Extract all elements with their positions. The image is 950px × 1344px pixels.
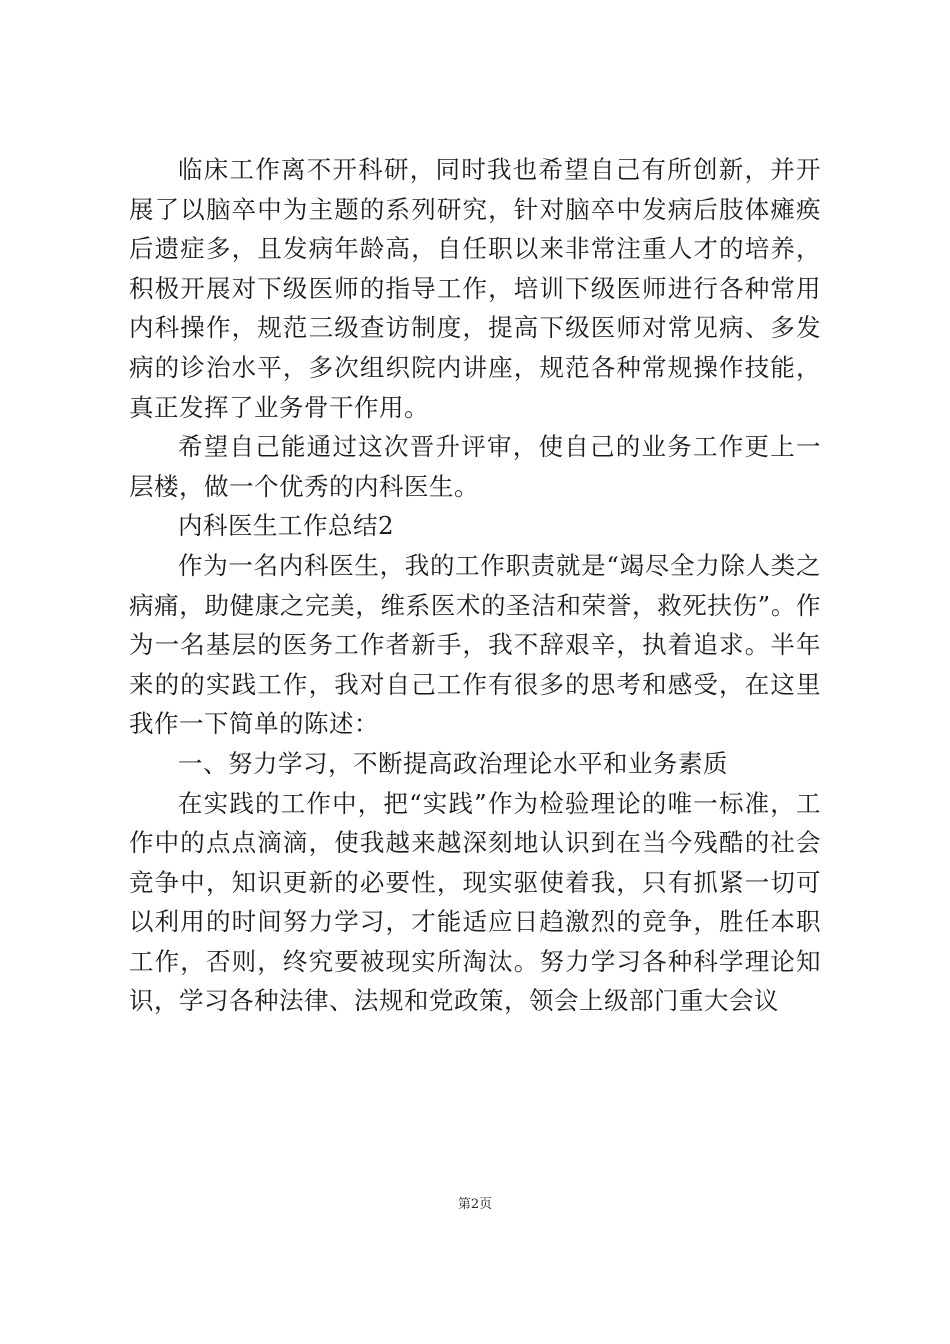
subsection-heading: 一、努力学习，不断提高政治理论水平和业务素质 <box>178 748 728 778</box>
section-heading: 内科医生工作总结2 <box>178 511 395 541</box>
paragraph-promotion-hope: 希望自己能通过这次晋升评审，使自己的业务工作更上一层楼，做一个优秀的内科医生。 <box>129 432 821 501</box>
paragraph-research: 临床工作离不开科研，同时我也希望自己有所创新，并开展了以脑卒中为主题的系列研究，针对脑卒中发病后肢体瘫痪后遗症多，且发病年龄高，自任职以来非常注重人才的培养，积极开展对下级医师的指导工作，培训下级医师进行各种常用内科操作，规范三级查访制度，提高下级医师对常见病、多发病的诊治水平，多次组织院内讲座，规范各种常规操作技能，真正发挥了业务骨干作用。 <box>129 155 821 422</box>
paragraph-practice: 在实践的工作中，把“实践”作为检验理论的唯一标准，工作中的点点滴滴，使我越来越深刻地认识到在当今残酷的社会竞争中，知识更新的必要性，现实驱使着我，只有抓紧一切可以利用的时间努力学习，才能适应日趋激烈的竞争，胜任本职工作，否则，终究要被现实所淘汰。努力学习各种科学理论知识，学习各种法律、法规和党政策，领会上级部门重大会议 <box>129 788 821 1016</box>
paragraph-duties: 作为一名内科医生，我的工作职责就是“竭尽全力除人类之病痛，助健康之完美，维系医术的圣洁和荣誉，救死扶伤”。作为一名基层的医务工作者新手，我不辞艰辛，执着追求。半年来的的实践工作，我对自己工作有很多的思考和感受，在这里我作一下简单的陈述： <box>129 550 821 739</box>
document-body <box>129 150 821 1021</box>
page-number: 第2页 <box>457 1197 493 1212</box>
